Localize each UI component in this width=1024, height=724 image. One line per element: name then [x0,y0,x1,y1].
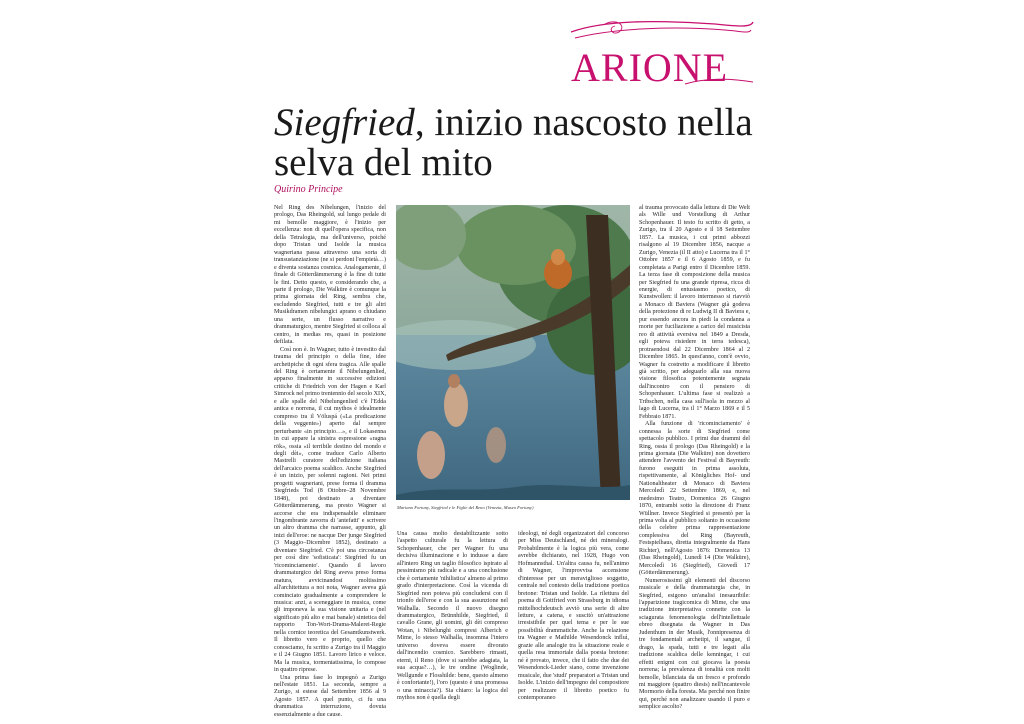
paragraph: Una prima fase lo impegnò a Zurigo nell'estate 1851. La seconda, sempre a Zurigo, si estese dal Settembre 1856 al 9 Agosto 1857. A quel punto, ci fu una drammatica interruzione, dovuta essenzialmente a due cause. [274,674,386,718]
text-column-4 [639,205,750,712]
paragraph: ideologi, né degli organizzatori del concorso per Miss Deutschland, né dei mineralogi. Probabilmente è la logica più vera, come avrebbe dichiarato, nel 1928, Hugo von Hofmannsthal. Un'altra causa fu, nell'animo di Wagner, l'improvvisa accensione d'interesse per un meraviglioso soggetto, centrale nel contesto della tradizione poetica bretone: Tristan und Isolde. La rilettura del poema di Gottfried von Strassburg in idioma mittelhochdeutsch avviò una serie di altre letture, a catena, e suscitò un'attrazione irresistibile per quel tema e per le sue possibilità drammatiche. Anche la relazione tra Wagner e Mathilde Wesendonck influì, grazie alle analogie tra la situazione reale e quella resa immortale dalla poesia bretone: né è provato, invece, che il fatto che due dei Wesendonck-Lieder siano, come invenzione musicale, due 'studi' preparatori a Tristan und Isolde. L'inizio dell'impegno del compositore per realizzare il libretto poetico fu contemporaneo [518,531,629,701]
text-column-1 [274,205,386,719]
author-byline: Quirino Principe [274,184,343,195]
image-caption: Mariano Fortuny, Siegfried e le Figlie del Reno (Venezia, Museo Fortuny) [397,505,534,510]
paragraph: Una causa molto destabilizzante sotto l'aspetto culturale fu la lettura di Schopenhauer, che per Wagner fu una decisiva illuminazione e lo indusse a dare all'intero Ring un taglio filosofico ispirato al pessimismo più radicale e a una conclusione che è certamente 'nihilistica' almeno al primo grado d'interpretazione. Così la vicenda di Siegfried non poteva più concludersi con il trionfo dell'eroe e con la sua assunzione nel Walhalla. Secondo il nuovo disegno drammaturgico, Brünnhilde, Siegfried, il cavallo Grane, gli uomini, gli dèi compreso Wotan, i Nibelunghi compresi Alberich e Mime, lo stesso Walhalla, insomma l'intero universo doveva essere divorato dall'incendio cosmico. Sarebbero rimasti, eterni, il Reno (dove si sarebbe adagiata, la sua acqua?…), le tre ondine (Woglinde, Wellgunde e Flosshilde: bene, questo almeno è confortante!), l'oro (questo è una promessa o una minaccia?). Sia chiaro: la logica del mythos non è quella degli [397,531,508,701]
logo-text: ARIONE [571,45,729,90]
paragraph: Alla funzione di 'ricominciamento' è connessa la sorte di Siegfried come spettacolo pubblico. I primi due drammi del Ring, ossia il prologo (Das Rheingold) e la prima giornata (Die Walküre) non dovettero attendere l'avvento dei Festival di Bayreuth: furono eseguiti in prima assoluta, rispettivamente, al Königliches Hof- und Nationaltheater di Monaco di Baviera Mercoledì 22 Settembre 1869, e, nel medesimo Teatro, Domenica 26 Giugno 1870, entrambi sotto la direzione di Franz Wüllner. Invece Siegfried si presentò per la prima volta al pubblico soltanto in occasione della celebre prima rappresentazione complessiva del Ring (Bayreuth, Festspielhaus, diretta integralmente da Hans Richter), nell'Agosto 1876: Domenica 13 (Das Rheingold), Lunedì 14 (Die Walküre), Mercoledì 16 (Siegfried), Giovedì 17 (Götterdämmerung). [639,421,750,577]
painting-illustration [396,205,630,500]
paragraph: Nel Ring des Nibelungen, l'inizio del prologo, Das Rheingold, sul lungo pedale di mi bemolle maggiore, è l'inizio per eccellenza: non di quell'opera specifica, non della Tetralogia, ma dell'universo, poiché dopo Tristan und Isolde la musica wagneriana passa attraverso una sorta di transustanziazione (ne si perdoni l'empietà…) e diventa sostanza cosmica. Analogamente, il finale di Götterdämmerung è la fine di tutte le fini. Detto questo, e considerando che, a parte il prologo, Die Walküre è comunque la prima giornata del Ring, sembra che, escludendo Siegfried, tutti e tre gli altri Musikdramen nibelungici aprano o chiudano una serie, un flusso narrativo e drammaturgico, mentre Siegfried si colloca al centro, in medias res, quasi in posizione defilata. [274,205,386,346]
text-column-3 [518,531,629,702]
headline-rest: , inizio nascosto nella selva del mito [274,101,753,184]
paragraph: Numerosissimi gli elementi del discorso musicale e della drammaturgia che, in Siegfried, esigono un'analisi inesauribile: l'apparizione tragicomica di Mime, che una tradizione interpretativa connette con la sciagurata fenomenologia dell'intellettuale ebreo disegnata da Wagner in Das Judenthum in der Musik, l'onnipresenza di tre fondamentali archetipi, il sangue, il drago, la spada, tutti e tre legati alla tradizione scaldica delle kenningar, i cui effetti enigmi con cui giocava la poesia norrena; la prevalenza di tonalità con molti bemolle, bilanciata da un fresco e profondo mi maggiore (quattro diesis) nell'incantevole Mormorio della foresta. Ma perché non finire qui, perché non analizzare usando il puro e semplice ascolto? [639,577,750,711]
text-column-2 [397,531,508,702]
article-headline [274,103,774,183]
painting-image [396,205,630,500]
paragraph: al trauma provocato dalla lettura di Die Welt als Wille und Vorstellung di Arthur Schopenhauer. Il testo fu scritto di getto, a Zurigo, tra il 20 Agosto e il 18 Settembre 1857. La musica, i cui primi abbozzi risalgono al 19 Dicembre 1856, nacque a Zurigo, Venezia (il II atto) e Lucerna tra il 1° Ottobre 1857 e il 6 Agosto 1859, e fu completata a Parigi entro il Dicembre 1859. La terza fase di composizione della musica per Siegfried fu una grande ripresa, ricca di energie, di entusiasmo poetico, di Kunstwollen: il lavoro intermesso si riavviò a Monaco di Baviera (Wagner già godeva della protezione di re Ludwig II di Baviera e, pur essendo ancora in piedi la condanna a morte per fuciliazione a carico del musicista reo di attività eversiva nel 1849 a Dresda, egli poteva risiedere in terra tedesca), protraendosi dal 22 Dicembre 1864 al 2 Dicembre 1865. In quest'anno, com'è ovvio, Wagner fu costretto a modificare il libretto già scritto, per adeguarlo alla sua nuova visione filosofica potentemente segnata dall'incontro con il pensiero di Schopenhauer. L'ultima fase si realizzò a Tribschen, nella casa sull'isola in mezzo al lago di Lucerna, tra il 1° Marzo 1869 e il 5 Febbraio 1871. [639,205,750,420]
masthead-logo [565,18,755,88]
paragraph: Così non è. In Wagner, tutto è investito dal trauma del principio o della fine, idee archetipiche di ogni sfera tragica. Alle spalle del Ring è certamente il Nibelungenlied, apparso finalmente in successive edizioni critiche di Friedrich von der Hagen e Karl Simrock nel primo trentennio del secolo XIX, e alle spalle del Nibelungenlied c'è l'Edda antica e norrena, il cui mythos è idealmente compreso tra il Völuspá («La predicazione della veggente») aperto dal sempre perturbante «in principio…», e il Lokasenna in cui appare la sinistra espressione «ragna rök», ossia «il terribile destino del mondo e degli dèi», come traduce Carlo Alberto Mastrelli curatore dell'edizione italiana dell'arcaico poema scaldico. Anche Siegfried è un inizio, per solenni ragioni. Nei primi progetti wagneriani, prese forma il dramma Siegfrieds Tod (8 Ottobre–28 Novembre 1848), poi destinato a diventare Götterdämmerung, ma presto Wagner si accorse che era indispensabile eliminare l'ingombrante zavorra di 'antefatti' e scrivere un altro dramma che narrasse, appunto, gli inizi dell'eroe: ne nacque Der junge Siegfried (3 Maggio–Dicembre 1852), destinato a diventare Siegfried. C'è poi una circostanza per così dire 'sofisticata': Siegfried fu un 'ricominciamento'. Quando il lavoro drammaturgico del Ring aveva preso forma matura, avvicinandosi moltissimo all'architettura a noi nota, Wagner aveva già cominciato gradualmente a comprendere le musica: anzi, a sceneggiare in musica, come gli imponeva la sua visione unitaria e (nel significato più alto e mai banale) sintetica del rapporto Ton-Wort-Drama-Malerei-Regie nella cornice teoretica del Gesamtkunstwerk. Il libretto vero e proprio, quello che conosciamo, fu scritto a Zurigo tra il Maggio e il 24 Giugno 1851. Lavoro lirico e veloce. Ma la musica, tormentatissima, lo compose in quattro riprese. [274,346,386,674]
headline-italic: Siegfried [274,101,415,144]
